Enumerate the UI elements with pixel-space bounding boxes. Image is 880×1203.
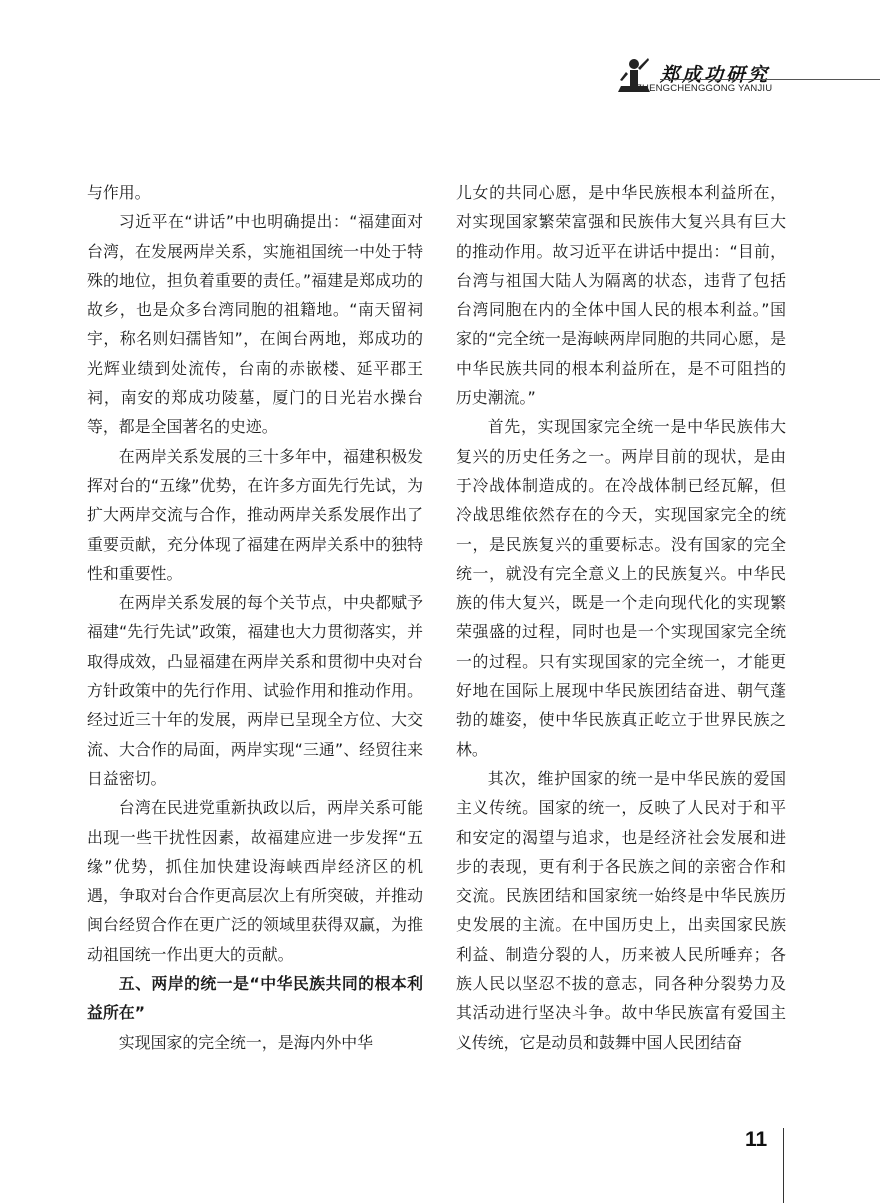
paragraph: 在两岸关系发展的三十多年中，福建积极发挥对台的“五缘”优势，在许多方面先行先试，为扩大两岸交流与合作，推动两岸关系发展作出了重要贡献，充分体现了福建在两岸关系中的独特性和重要性。 [87, 446, 423, 583]
paragraph: 首先，实现国家完全统一是中华民族伟大复兴的历史任务之一。两岸目前的现状，是由于冷战体制造成的。在冷战体制已经瓦解，但冷战思维依然存在的今天，实现国家完全的统一，是民族复兴的重要标志。没有国家的完全统一，就没有完全意义上的民族复兴。中华民族的伟大复兴，既是一个走向现代化的实现繁荣强盛的过程，同时也是一个实现国家完全统一的过程。只有实现国家的完全统一，才能更好地在国际上展现中华民族团结奋进、朝气蓬勃的雄姿，使中华民族真正屹立于世界民族之林。 [456, 417, 786, 759]
page-number: 11 [745, 1128, 768, 1151]
paragraph: 台湾在民进党重新执政以后，两岸关系可能出现一些干扰性因素，故福建应进一步发挥“五缘”优势，抓住加快建设海峡西岸经济区的机遇，争取对台合作更高层次上有所突破，并推动闽台经贸合作在更广泛的领域里获得双赢，为推动祖国统一作出更大的贡献。 [87, 798, 423, 964]
journal-subtitle: ZHENGCHENGGONG YANJIU [636, 83, 773, 94]
left-column [87, 178, 423, 1057]
journal-title: 郑成功研究 [660, 64, 771, 86]
header-rule [660, 79, 880, 80]
paragraph: 在两岸关系发展的每个关节点，中央都赋予福建“先行先试”政策，福建也大力贯彻落实，并取得成效，凸显福建在两岸关系和贯彻中央对台方针政策中的先行作用、试验作用和推动作用。经过近三十年的发展，两岸已呈现全方位、大交流、大合作的局面，两岸实现“三通”、经贸往来日益密切。 [87, 593, 423, 788]
right-column [456, 178, 786, 1057]
paragraph: 儿女的共同心愿，是中华民族根本利益所在，对实现国家繁荣富强和民族伟大复兴具有巨大的推动作用。故习近平在讲话中提出：“目前，台湾与祖国大陆人为隔离的状态，违背了包括台湾同胞在内的全体中国人民的根本利益。”国家的“完全统一是海峡两岸同胞的共同心愿，是中华民族共同的根本利益所在，是不可阻挡的历史潮流。” [456, 183, 786, 408]
paragraph: 实现国家的完全统一，是海内外中华 [118, 1032, 374, 1052]
paragraph: 与作用。 [87, 183, 151, 202]
section-heading: 五、两岸的统一是“中华民族共同的根本利益所在” [87, 974, 423, 1023]
page-number-rule [783, 1128, 784, 1203]
paragraph: 习近平在“讲话”中也明确提出：“福建面对台湾，在发展两岸关系，实施祖国统一中处于特殊的地位，担负着重要的责任。”福建是郑成功的故乡，也是众多台湾同胞的祖籍地。“南天留祠宇，称名则妇孺皆知”，在闽台两地，郑成功的光辉业绩到处流传，台南的赤嵌楼、延平郡王祠，南安的郑成功陵墓，厦门的日光岩水操台等，都是全国著名的史迹。 [87, 212, 423, 437]
paragraph: 其次，维护国家的统一是中华民族的爱国主义传统。国家的统一，反映了人民对于和平和安定的渴望与追求，也是经济社会发展和进步的表现，更有利于各民族之间的亲密合作和交流。民族团结和国家统一始终是中华民族历史发展的主流。在中国历史上，出卖国家民族利益、制造分裂的人，历来被人民所唾弃；各族人民以坚忍不拔的意志，同各种分裂势力及其活动进行坚决斗争。故中华民族富有爱国主义传统，它是动员和鼓舞中国人民团结奋 [456, 768, 786, 1052]
